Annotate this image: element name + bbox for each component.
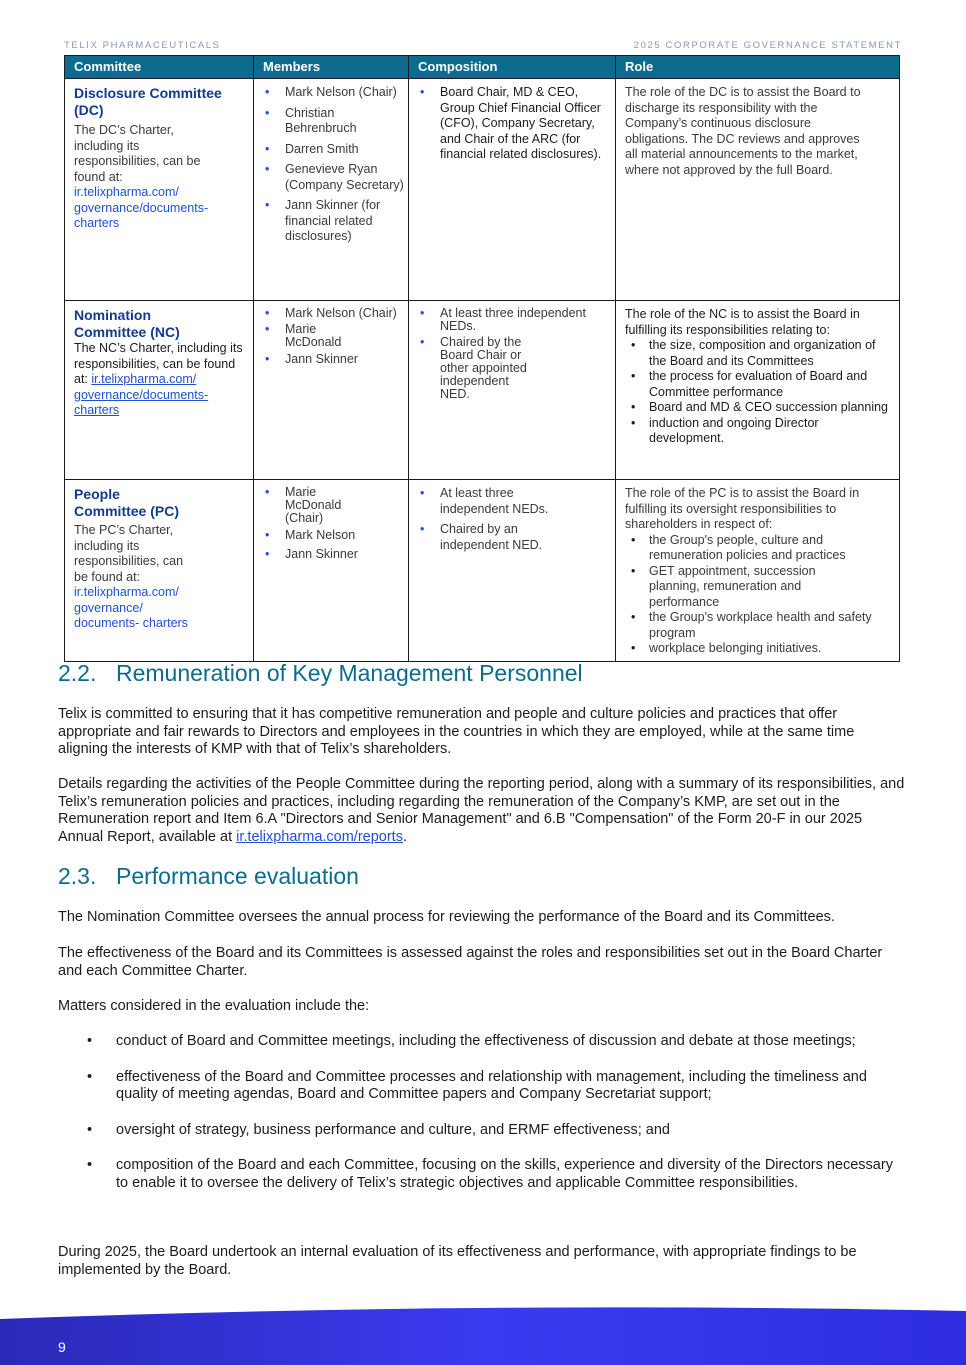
member-item: • Genevieve Ryan (Company Secretary) (285, 162, 404, 193)
role-intro: The role of the NC is to assist the Board in fulfilling its responsibilities relating to: (625, 307, 860, 337)
charter-link[interactable]: ir.telixpharma.com/ governance/documents- charters (74, 185, 209, 230)
composition-item: • Chaired by the Board Chair or other appointed independent NED. (440, 336, 540, 401)
performance-paragraph-1: The Nomination Committee oversees the annual process for reviewing the performance of the Board and its Committees. (58, 909, 835, 925)
section-title: Performance evaluation (116, 863, 359, 889)
company-name: TELIX PHARMACEUTICALS (64, 40, 221, 51)
composition-list (418, 486, 611, 553)
role-item: • induction and ongoing Director development. (649, 416, 895, 447)
remuneration-paragraph-2-text: Details regarding the activities of the People Committee during the reporting period, along with a summary of its responsibilities, and Telix’s remuneration policies and practices, including regarding the remuneration of the Company’s KMP, are set out in the Remuneration report and Item 6.A "Directors and Senior Management" and 6.B "Compensation" of the Form 20-F in our 2025 Annual Report, available at (58, 776, 905, 845)
members-cell (254, 480, 409, 662)
committee-name: People Committee (PC) (74, 486, 180, 519)
table-row (65, 79, 900, 301)
member-item: • Mark Nelson (285, 528, 404, 544)
composition-item: • At least three independent NEDs. (440, 307, 611, 333)
member-item: • Marie McDonald (Chair) (285, 486, 355, 525)
section-title: Remuneration of Key Management Personnel (116, 660, 583, 686)
committee-name: Nomination Committee (NC) (74, 307, 180, 340)
footer-wave (0, 1307, 966, 1365)
role-item: • the Group's people, culture and remuneration policies and practices (649, 533, 895, 564)
composition-item: • Chaired by an independent NED. (440, 522, 570, 553)
table-row (65, 301, 900, 480)
role-item: • workplace belonging initiatives. (649, 641, 895, 657)
charter-text: The NC’s Charter, including its responsibilities, can be found at: (74, 341, 243, 386)
table-header-row (65, 56, 900, 79)
remuneration-paragraph-2 (58, 776, 908, 846)
role-intro: The role of the PC is to assist the Board in fulfilling its oversight responsibilities to shareholders in respect of: (625, 486, 860, 531)
role-item: • the size, composition and organization of the Board and its Committees (649, 338, 895, 369)
reports-link[interactable]: ir.telixpharma.com/reports (236, 828, 403, 845)
page-header (64, 40, 902, 54)
members-cell (254, 301, 409, 480)
committee-cell (65, 480, 254, 662)
composition-cell (409, 480, 616, 662)
committee-cell (65, 301, 254, 480)
page-number: 9 (58, 1339, 66, 1355)
charter-text: The PC’s Charter, including its responsibilities, can be found at: (74, 523, 184, 584)
composition-cell (409, 301, 616, 480)
evaluation-matters-list (58, 1033, 908, 1210)
committee-cell (65, 79, 254, 301)
member-item: • Darren Smith (285, 142, 404, 158)
role-list (625, 533, 895, 657)
charter-link[interactable]: ir.telixpharma.com/ governance/ documents- charters (74, 585, 188, 630)
remuneration-paragraph-2-end: . (402, 828, 407, 845)
member-item: • Christian Behrenbruch (285, 106, 404, 137)
column-header-members: Members (254, 56, 409, 79)
charter-note (74, 123, 209, 232)
column-header-composition: Composition (409, 56, 616, 79)
role-item: • the Group's workplace health and safety program (649, 610, 895, 641)
composition-item: • Board Chair, MD & CEO, Group Chief Financial Officer (CFO), Company Secretary, and Chair of the ARC (for financial related disclosures). (440, 85, 611, 163)
section-heading-performance (58, 863, 359, 890)
list-item: • effectiveness of the Board and Committee processes and relationship with management, including the timeliness and quality of meeting agendas, Board and Committee papers and Company Secretariat support; (58, 1069, 908, 1104)
member-item: • Jann Skinner (285, 352, 404, 368)
charter-link[interactable]: ir.telixpharma.com/ governance/documents- charters (74, 372, 209, 417)
remuneration-paragraph-1: Telix is committed to ensuring that it has competitive remuneration and people and culture policies and practices that offer appropriate and fair rewards to Directors and employees in the countries in which they are employed, while at the same time aligning the interests of KMP with that of Telix’s shareholders. (58, 706, 855, 757)
role-list (625, 338, 895, 447)
member-item: • Mark Nelson (Chair) (285, 307, 404, 320)
members-list (263, 486, 404, 562)
member-item: • Mark Nelson (Chair) (285, 85, 404, 101)
column-header-role: Role (616, 56, 900, 79)
role-item: • GET appointment, succession planning, remuneration and performance (649, 564, 849, 611)
members-list (263, 307, 404, 368)
section-heading-remuneration (58, 660, 583, 687)
list-item: • composition of the Board and each Committee, focusing on the skills, experience and diversity of the Directors necessary to enable it to oversee the delivery of Telix’s strategic objectives and applicable Committee responsibilities. (58, 1157, 908, 1192)
role-cell (616, 301, 900, 480)
role-cell (616, 79, 900, 301)
charter-note (74, 341, 249, 419)
composition-cell (409, 79, 616, 301)
member-item: • Jann Skinner (285, 547, 404, 563)
list-item: • oversight of strategy, business performance and culture, and ERMF effectiveness; and (58, 1122, 908, 1140)
list-item: • conduct of Board and Committee meetings, including the effectiveness of discussion and debate at those meetings; (58, 1033, 908, 1051)
committee-table (64, 55, 900, 662)
committee-name: Disclosure Committee (DC) (74, 85, 222, 118)
role-item: • the process for evaluation of Board and Committee performance (649, 369, 895, 400)
column-header-committee: Committee (65, 56, 254, 79)
role-item: • Board and MD & CEO succession planning (649, 400, 895, 416)
table-row (65, 480, 900, 662)
composition-item: • At least three independent NEDs. (440, 486, 570, 517)
composition-list (418, 307, 611, 401)
document-title: 2025 CORPORATE GOVERNANCE STATEMENT (633, 40, 902, 51)
section-number: 2.2. (58, 660, 97, 686)
role-cell (616, 480, 900, 662)
member-item: • Marie McDonald (285, 323, 355, 349)
member-item: • Jann Skinner (for financial related disclosures) (285, 198, 404, 245)
performance-paragraph-3: Matters considered in the evaluation include the: (58, 998, 370, 1014)
charter-text: The DC’s Charter, including its responsibilities, can be found at: (74, 123, 201, 184)
members-cell (254, 79, 409, 301)
role-intro: The role of the DC is to assist the Board to discharge its responsibility with the Company’s continuous disclosure obligations. The DC reviews and approves all material announcements to the market, where not approved by the full Board. (625, 85, 861, 177)
section-number: 2.3. (58, 863, 97, 889)
members-list (263, 85, 404, 245)
composition-list (418, 85, 611, 163)
charter-note (74, 523, 199, 632)
performance-paragraph-2: The effectiveness of the Board and its Committees is assessed against the roles and responsibilities set out in the Board Charter and each Committee Charter. (58, 945, 883, 979)
footer-band (0, 1307, 966, 1365)
performance-paragraph-4: During 2025, the Board undertook an internal evaluation of its effectiveness and performance, with appropriate findings to be implemented by the Board. (58, 1244, 857, 1278)
